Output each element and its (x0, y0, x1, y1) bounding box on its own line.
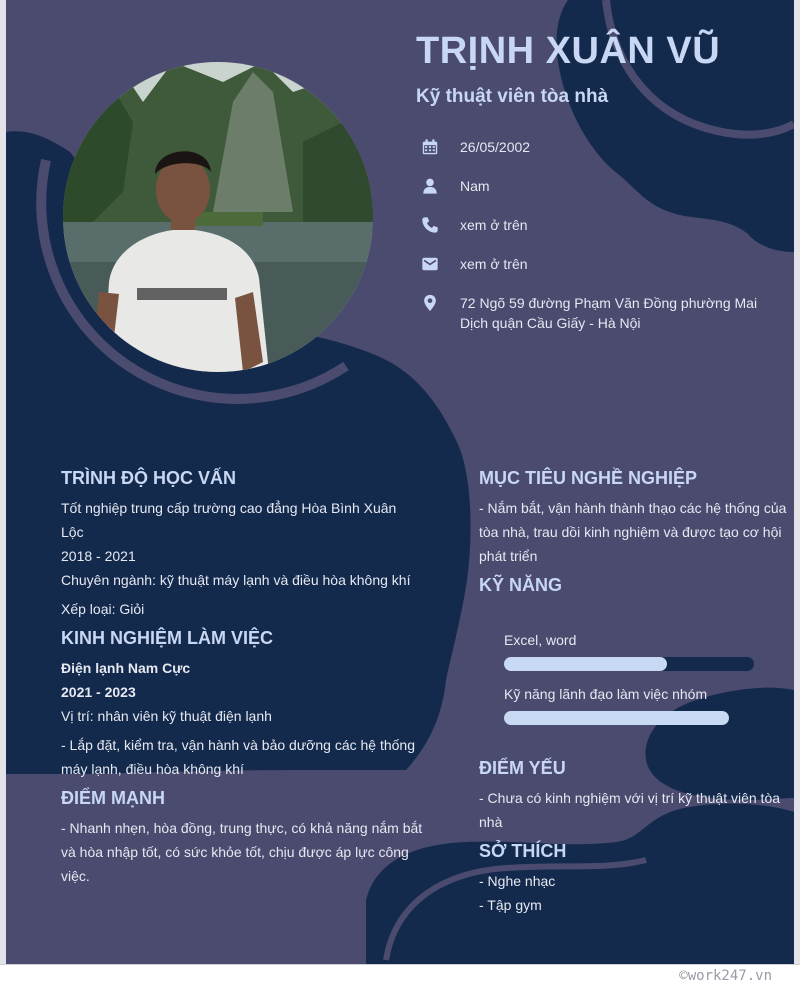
weaknesses-line-1: - Chưa có kinh nghiệm với vị trí kỹ thuật viên tòa (479, 790, 781, 806)
hobby-item: - Tập gym (479, 897, 542, 913)
birthday-value: 26/05/2002 (460, 139, 531, 155)
objective-line-3: phát triển (479, 548, 538, 564)
skill-bar-fill (504, 657, 667, 671)
birthday-row (420, 137, 530, 157)
envelope-icon (420, 254, 440, 274)
education-heading: TRÌNH ĐỘ HỌC VẤN (61, 468, 236, 488)
strengths-line-2: và hòa nhập tốt, có sức khỏe tốt, chịu được áp lực công (61, 844, 409, 860)
job-title: Kỹ thuật viên tòa nhà (416, 86, 609, 107)
address-line-1: 72 Ngõ 59 đường Phạm Văn Đồng phường Mai (460, 295, 758, 311)
phone-value: xem ở trên (460, 217, 528, 233)
phone-row (420, 215, 528, 235)
objective-line-2: tòa nhà, trau dồi kinh nghiệm và được tạo cơ hội (479, 524, 782, 540)
education-major: Chuyên ngành: kỹ thuật máy lạnh và điều hòa không khí (61, 572, 411, 588)
skill-label: Kỹ năng lãnh đạo làm việc nhóm (504, 686, 708, 702)
gender-value: Nam (460, 178, 490, 194)
address-row (420, 293, 757, 333)
strengths-line-1: - Nhanh nhẹn, hòa đồng, trung thực, có khả năng nắm bắt (61, 820, 423, 836)
page-footer (0, 964, 800, 992)
hobbies-heading: SỞ THÍCH (479, 841, 567, 861)
skill-bar-track (504, 657, 754, 671)
cv-page (6, 0, 794, 964)
education-rank: Xếp loại: Giỏi (61, 601, 145, 617)
calendar-icon (420, 137, 440, 157)
experience-position: Vị trí: nhân viên kỹ thuật điện lạnh (61, 708, 272, 724)
experience-desc-line-1: - Lắp đặt, kiểm tra, vận hành và bảo dưỡng các hệ thống (61, 737, 415, 753)
map-pin-icon (420, 293, 440, 313)
gender-row (420, 176, 490, 196)
address-value (460, 293, 757, 333)
skill-bar-track (504, 711, 754, 725)
user-icon (420, 176, 440, 196)
skill-label: Excel, word (504, 632, 577, 648)
hobby-item: - Nghe nhạc (479, 873, 556, 889)
email-value: xem ở trên (460, 256, 528, 272)
education-line-1: Tốt nghiệp trung cấp trường cao đẳng Hòa Bình Xuân (61, 500, 397, 516)
experience-heading: KINH NGHIỆM LÀM VIỆC (61, 628, 274, 648)
education-period: 2018 - 2021 (61, 548, 136, 564)
education-line-2: Lộc (61, 524, 84, 540)
skills-heading: KỸ NĂNG (479, 575, 563, 595)
experience-desc-line-2: máy lạnh, điều hòa không khí (61, 761, 244, 777)
watermark: ©work247.vn (679, 968, 772, 984)
candidate-name: TRỊNH XUÂN VŨ (416, 30, 721, 72)
phone-icon (420, 215, 440, 235)
email-row (420, 254, 528, 274)
strengths-line-3: việc. (61, 868, 90, 884)
weaknesses-heading: ĐIỂM YẾU (479, 758, 566, 778)
address-line-2: Dịch quận Cầu Giấy - Hà Nội (460, 315, 641, 331)
strengths-heading: ĐIỂM MẠNH (61, 788, 165, 808)
objective-line-1: - Nắm bắt, vận hành thành thạo các hệ thống của (479, 500, 787, 516)
profile-photo (63, 62, 373, 372)
experience-period: 2021 - 2023 (61, 684, 136, 700)
objective-heading: MỤC TIÊU NGHỀ NGHIỆP (479, 468, 698, 488)
weaknesses-line-2: nhà (479, 814, 503, 830)
experience-company: Điện lạnh Nam Cực (61, 660, 191, 676)
skill-bar-fill (504, 711, 729, 725)
